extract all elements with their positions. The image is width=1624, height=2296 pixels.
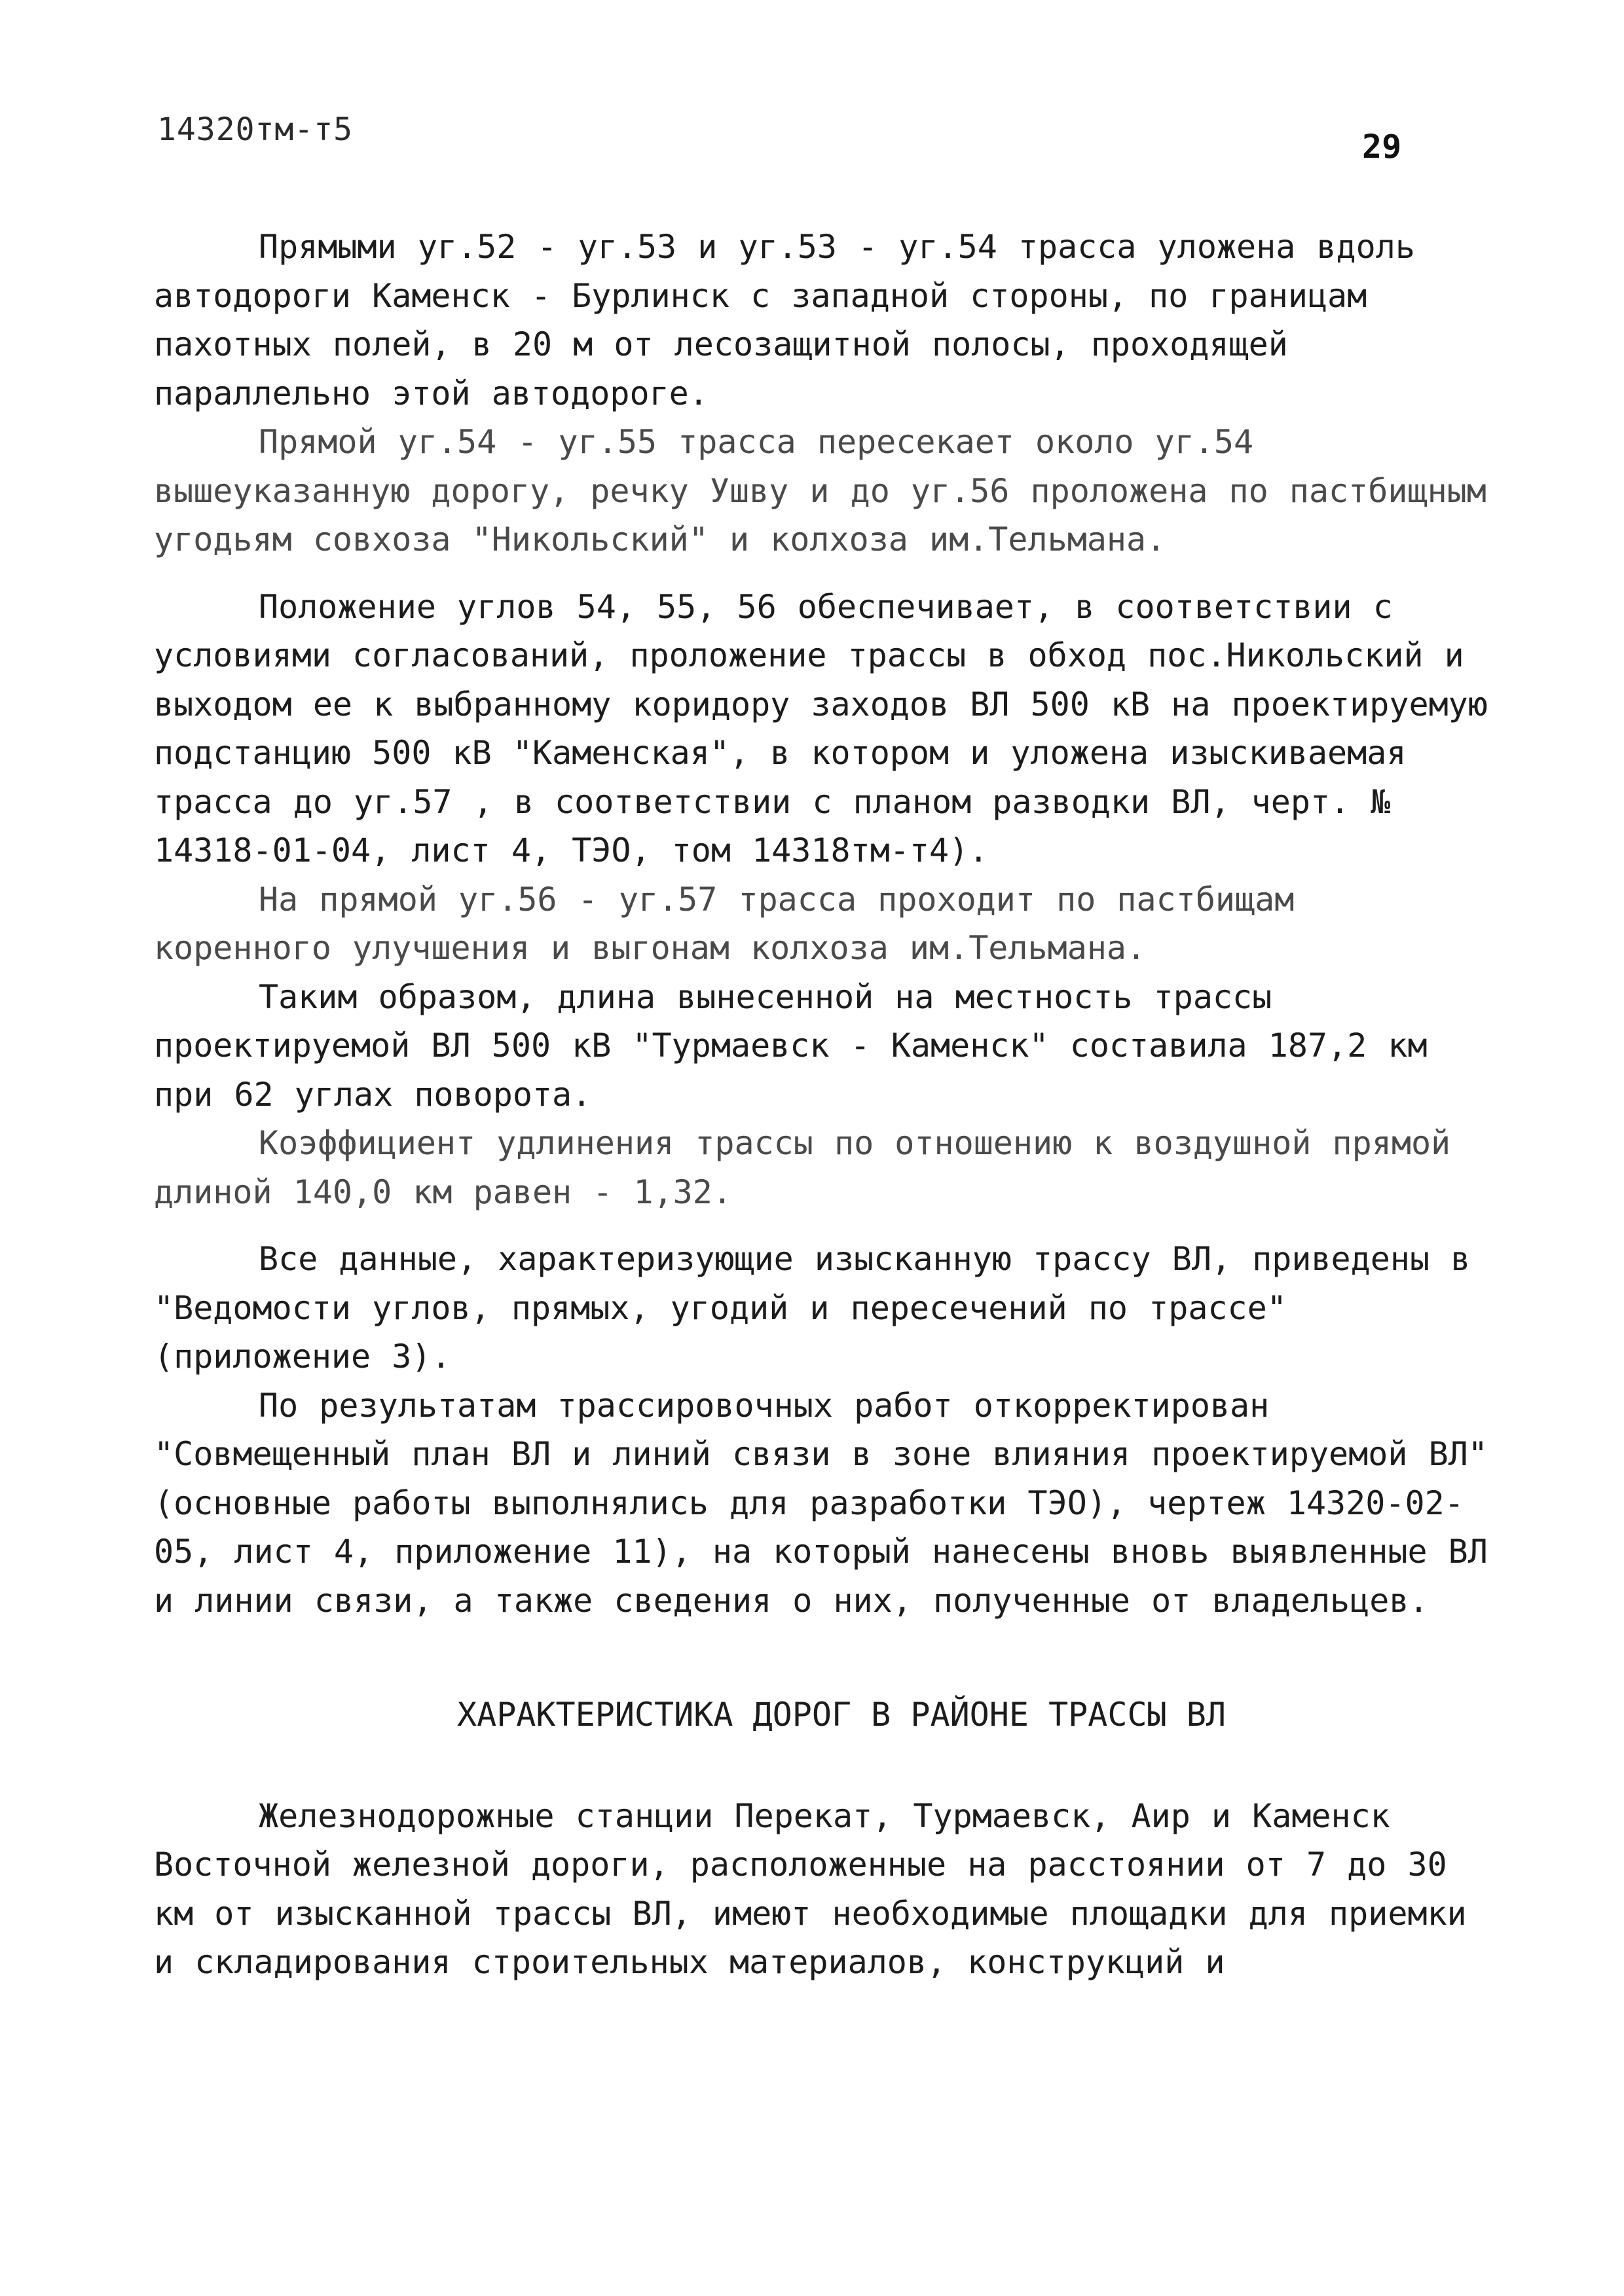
paragraph-route-angles-52-54: Прямыми уг.52 - уг.53 и уг.53 - уг.54 трасса уложена вдоль автодороги Каменск - Бурлинск с западной стороны, по границам пахотных полей, в 20 м от лесозащитной полосы, проходящей параллельно этой автодороге.: [154, 228, 1415, 412]
paragraph-route-data-reference: Все данные, характеризующие изысканную трассу ВЛ, приведены в "Ведомости углов, прямых, угодий и пересечений по трассе" (приложение 3).: [154, 1240, 1471, 1376]
paragraph-elongation-coefficient: Коэффициент удлинения трассы по отношению к воздушной прямой длиной 140,0 км равен - 1,32.: [154, 1124, 1451, 1211]
paragraph-route-angles-56-57: На прямой уг.56 - уг.57 трасса проходит по пастбищам коренного улучшения и выгонам колхоза им.Тельмана.: [154, 880, 1295, 967]
paragraph-route-length: Таким образом, длина вынесенной на местность трассы проектируемой ВЛ 500 кВ "Турмаевск - Каменск" составила 187,2 км при 62 углах поворота.: [154, 977, 1428, 1114]
section-heading: ХАРАКТЕРИСТИКА ДОРОГ В РАЙОНЕ ТРАССЫ ВЛ: [457, 1696, 1226, 1734]
document-code: 14320тм-т5: [157, 111, 353, 148]
document-body: [154, 223, 1490, 1987]
paragraph-railway-stations: Железнодорожные станции Перекат, Турмаевск, Аир и Каменск Восточной железной дороги, расположенные на расстоянии от 7 до 30 км от изысканной трассы ВЛ, имеют необходимые площадки для приемки и складирования строительных материалов, конструкций и: [154, 1796, 1467, 1981]
page-number: 29: [1362, 128, 1402, 166]
paragraph-combined-plan: По результатам трассировочных работ откорректирован "Совмещенный план ВЛ и линий связи в зоне влияния проектируемой ВЛ" (основные работы выполнялись для разработки ТЭО), чертеж 14320-02-05, лист 4, приложение 11), на который нанесены вновь выявленные ВЛ и линии связи, а также сведения о них, полученные от владельцев.: [154, 1386, 1488, 1620]
paragraph-route-angles-54-56: Прямой уг.54 - уг.55 трасса пересекает около уг.54 вышеуказанную дорогу, речку Ушву и до уг.56 проложена по пастбищным угодьям совхоза "Никольский" и колхоза им.Тельмана.: [154, 423, 1486, 558]
paragraph-angle-positions: Положение углов 54, 55, 56 обеспечивает, в соответствии с условиями согласований, проложение трассы в обход пос.Никольский и выходом ее к выбранному коридору заходов ВЛ 500 кВ на проектируемую подстанцию 500 кВ "Каменская", в котором и уложена изыскиваемая трасса до уг.57 , в соответствии с планом разводки ВЛ, черт. № 14318-01-04, лист 4, ТЭО, том 14318тм-т4).: [154, 587, 1488, 869]
